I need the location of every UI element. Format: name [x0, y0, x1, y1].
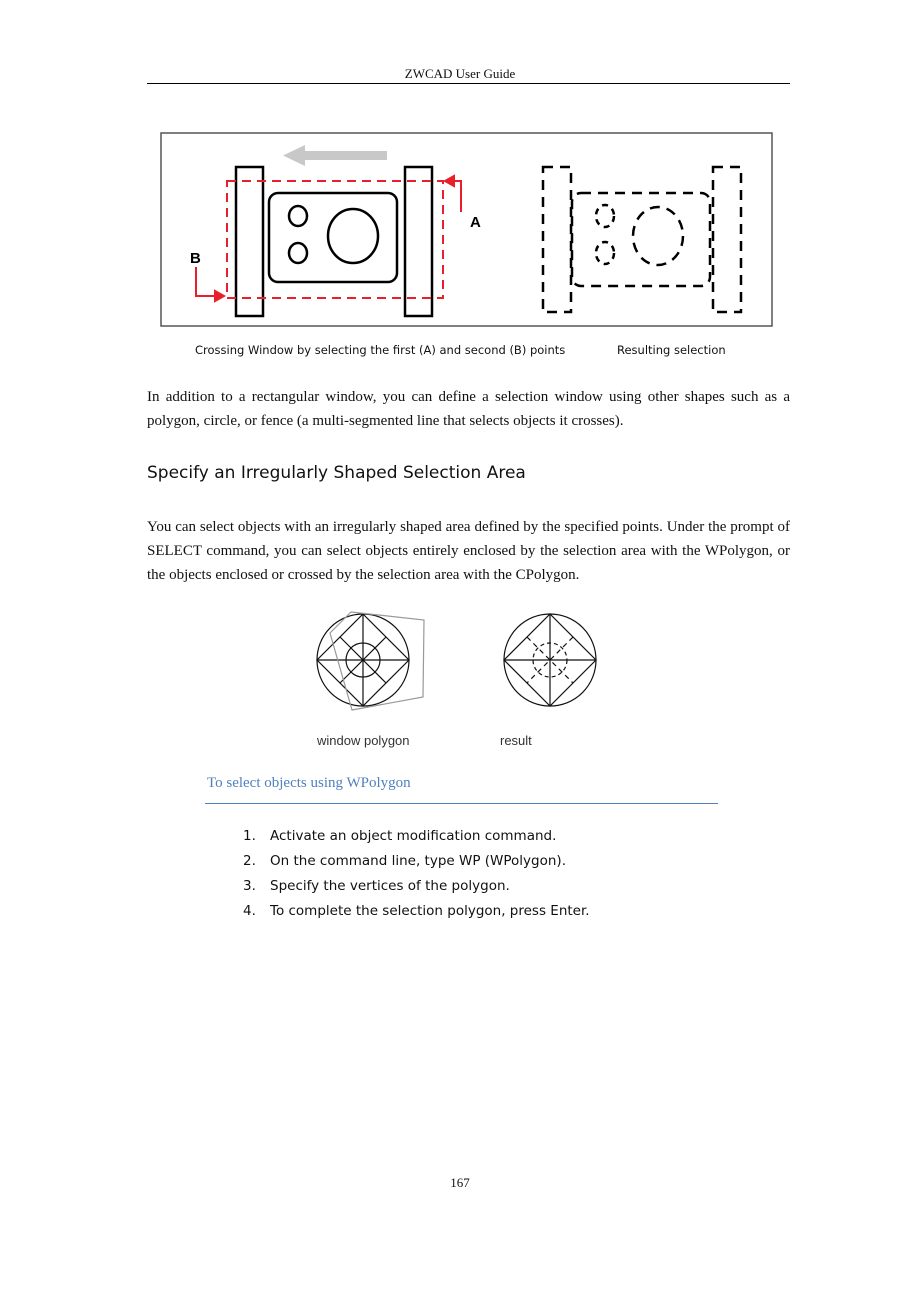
step-item: [243, 876, 590, 901]
step-item: [243, 851, 590, 876]
window-polygon-drawing: [317, 612, 424, 710]
paragraph-irregular-selection: You can select objects with an irregularly shaped area defined by the specified points. Under the prompt of SELECT command, you can select objects entirely enclosed by the selection area with the WPolygon, or the objects enclosed or crossed by the selection area with the CPolygon.: [147, 519, 790, 583]
step-item: [243, 826, 590, 851]
step-number: 3.: [243, 878, 256, 894]
section-heading: Specify an Irregularly Shaped Selection Area: [147, 463, 526, 483]
figure-caption-left: Crossing Window by selecting the first (A) and second (B) points: [195, 343, 566, 357]
label-result: result: [500, 733, 532, 748]
step-text: Specify the vertices of the polygon.: [270, 878, 510, 894]
page-header: ZWCAD User Guide: [404, 66, 516, 81]
step-item: [243, 901, 590, 926]
paragraph-selection-shapes: In addition to a rectangular window, you can define a selection window using other shapes such as a polygon, circle, or fence (a multi-segmented line that selects objects it crosses).: [147, 389, 790, 429]
label-window-polygon: window polygon: [317, 733, 410, 748]
crossing-window-figure: [161, 133, 772, 326]
figure-frame: [161, 133, 772, 326]
label-b: B: [190, 250, 201, 267]
step-number: 4.: [243, 903, 256, 919]
page-number: 167: [450, 1175, 470, 1190]
polygon-selection-figure: [316, 612, 596, 748]
figure-caption-right: Resulting selection: [617, 343, 726, 357]
result-drawing: [504, 614, 596, 706]
procedure-steps: [243, 826, 590, 926]
step-number: 1.: [243, 828, 256, 844]
step-text: On the command line, type WP (WPolygon).: [270, 853, 566, 869]
step-text: Activate an object modification command.: [270, 828, 557, 844]
label-a: A: [470, 214, 481, 231]
step-text: To complete the selection polygon, press Enter.: [270, 903, 590, 919]
step-number: 2.: [243, 853, 256, 869]
selection-polygon: [330, 612, 424, 710]
procedure-heading: To select objects using WPolygon: [207, 775, 411, 791]
procedure-divider: [205, 803, 718, 804]
